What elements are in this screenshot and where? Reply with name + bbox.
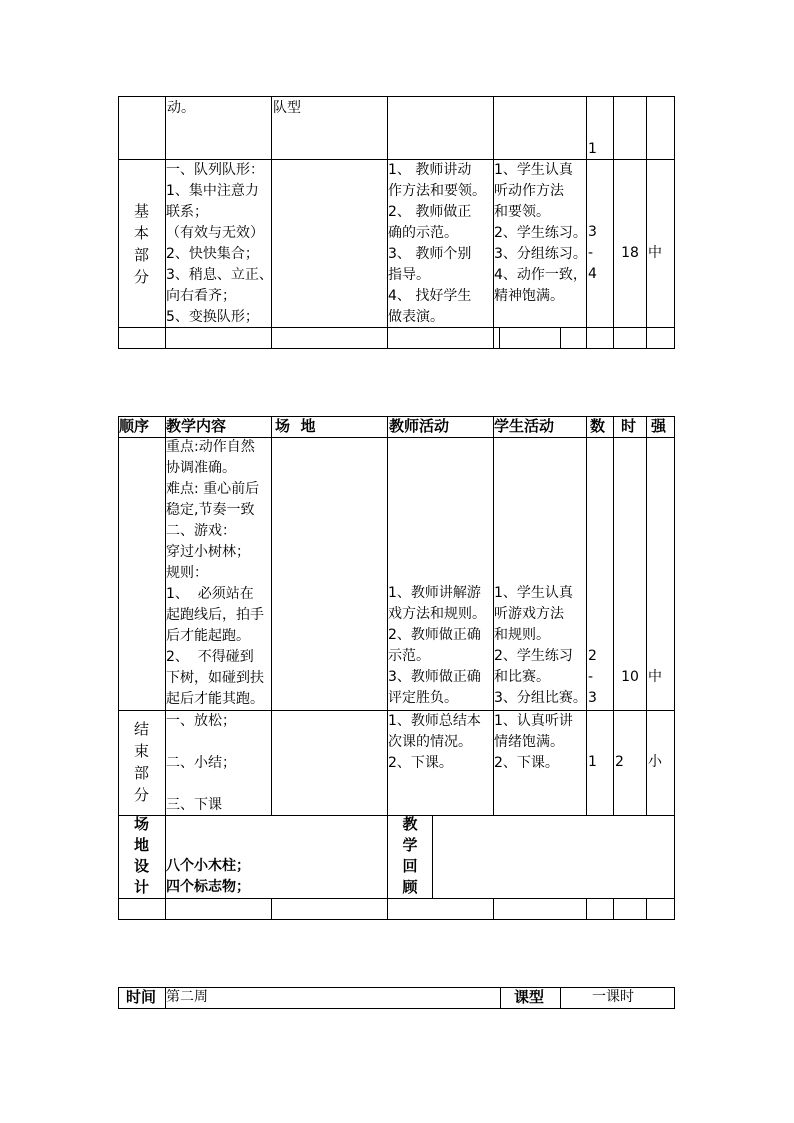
time-value: 第二周 [166, 989, 208, 1005]
game-count-cell: 2 - 3 [588, 648, 597, 706]
header-intensity: 强 [651, 417, 667, 435]
time-label: 时间 [126, 988, 157, 1006]
header-order: 顺序 [119, 417, 150, 435]
header-teacher: 教师活动 [389, 417, 450, 435]
game-student-cell: 1、学生认真 听游戏方法 和规则。 2、学生练习 和比赛。 3、分组比赛。 [494, 585, 587, 706]
teaching-review-label: 教 学 回 顾 [402, 815, 418, 896]
row2-time-cell: 18 [621, 245, 639, 261]
venue-design-content-cell: 八个小木柱； 四个标志物； [166, 858, 250, 895]
game-teacher-cell: 1、教师讲解游 戏方法和规则。 2、教师做正确 示范。 3、教师做正确 评定胜负。 [388, 585, 486, 706]
row2-content-cell: 一、队列队形： 1、集中注意力 联系； （有效与无效） 2、快快集合； 3、稍息、立正、 向右看齐； 5、变换队形； [166, 162, 273, 325]
header-count: 数 [590, 417, 606, 435]
game-content-cell: 重点:动作自然 协调准确。 难点: 重心前后 稳定,节奏一致 二、游戏： 穿过小树林； 规则： 1、 必须站在 起跑线后，拍手 后才能起跑。 2、 不得碰到 下树，如碰到扶 起后才能其跑。 [166, 439, 264, 707]
header-time: 时 [621, 417, 637, 435]
header-content: 教学内容 [166, 417, 227, 435]
header-student: 学生活动 [494, 417, 555, 435]
row2-count-cell: 3 - 4 [588, 224, 597, 282]
end-count-cell: 1 [588, 754, 597, 770]
lesson-type-value: 一课时 [592, 989, 634, 1005]
row2-teacher-cell: 1、 教师讲动 作方法和要领。 2、 教师做正 确的示范。 3、 教师个别 指导。 4、 找好学生 做表演。 [388, 162, 486, 325]
header-venue: 场 地 [275, 417, 316, 435]
row2-intensity-cell: 中 [648, 245, 662, 261]
game-time-cell: 10 [621, 669, 639, 685]
lesson-type-label: 课型 [514, 988, 545, 1006]
row1-content-cell: 动。 [167, 100, 195, 116]
end-intensity-cell: 小 [648, 754, 662, 770]
end-student-cell: 1、认真听讲 情绪饱满。 2、下课。 [494, 713, 573, 771]
section-venue-design-label: 场 地 设 计 [133, 815, 149, 896]
end-time-cell: 2 [615, 754, 624, 770]
row2-student-cell: 1、学生认真 听动作方法 和要领。 2、学生练习。 3、分组练习。 4、动作一致， 精神饱满。 [494, 162, 587, 304]
row1-venue-cell: 队型 [273, 100, 301, 116]
section-end-label: 结 束 部 分 [133, 720, 149, 804]
end-content-cell: 一、放松； 二、小结； 三、下课 [166, 713, 236, 813]
game-intensity-cell: 中 [648, 669, 662, 685]
end-teacher-cell: 1、教师总结本 次课的情况。 2、下课。 [388, 713, 481, 771]
section-basic-label: 基 本 部 分 [133, 202, 149, 286]
row1-count-cell: 1 [588, 141, 597, 157]
